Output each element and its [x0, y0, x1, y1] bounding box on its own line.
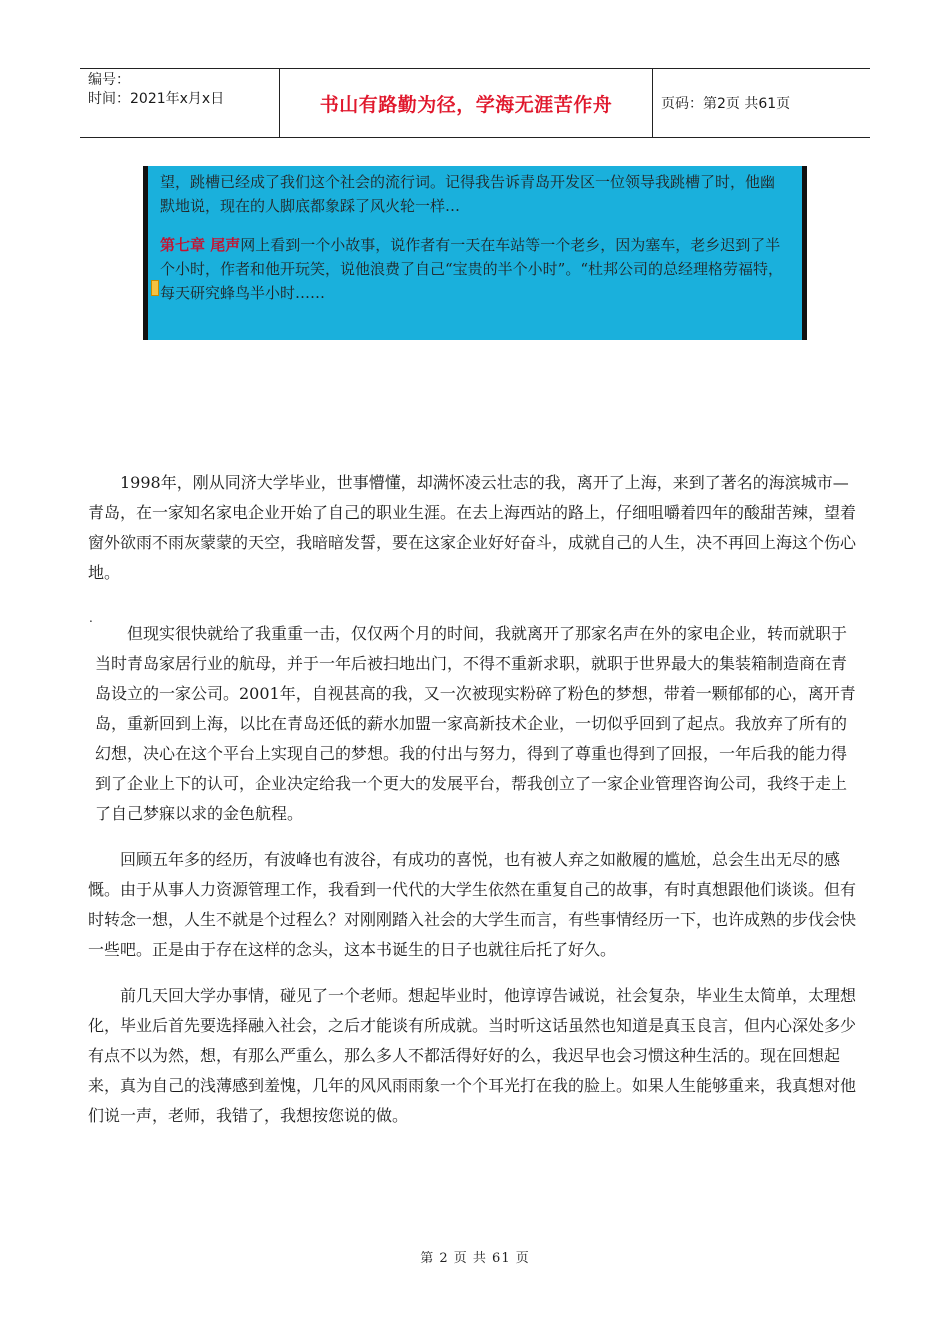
header-page-info: 页码：第2页 共61页 — [661, 96, 791, 112]
main-text — [88, 468, 856, 1131]
header-motto: 书山有路勤为径，学海无涯苦作舟 — [280, 69, 653, 137]
page-footer: 第 2 页 共 61 页 — [420, 1251, 530, 1266]
header-meta — [80, 69, 280, 137]
excerpt-paragraph-2 — [160, 233, 788, 305]
stray-dot: . — [89, 611, 93, 625]
excerpt-paragraph-1: 望，跳槽已经成了我们这个社会的流行词。记得我告诉青岛开发区一位领导我跳槽了时，他幽默地说，现在的人脚底都象踩了风火轮一样… — [160, 173, 776, 215]
bookmark-marker-icon — [151, 280, 159, 296]
body-paragraph-3: 回顾五年多的经历，有波峰也有波谷，有成功的喜悦，也有被人弃之如敝履的尴尬，总会生出无尽的感慨。由于从事人力资源管理工作，我看到一代代的大学生依然在重复自己的故事，有时真想跟他们谈谈。但有时转念一想，人生不就是个过程么？对刚刚踏入社会的大学生而言，有些事情经历一下，也许成熟的步伐会快一些吧。正是由于存在这样的念头，这本书诞生的日子也就往后托了好久。 — [88, 850, 857, 959]
body-paragraph-4: 前几天回大学办事情，碰见了一个老师。想起毕业时，他谆谆告诫说，社会复杂，毕业生太简单，太理想化，毕业后首先要选择融入社会，之后才能谈有所成就。当时听这话虽然也知道是真玉良言，但内心深处多少有点不以为然，想，有那么严重么，那么多人不都活得好好的么，我迟早也会习惯这种生活的。现在回想起来，真为自己的浅薄感到羞愧，几年的风风雨雨象一个个耳光打在我的脸上。如果人生能够重来，我真想对他们说一声，老师，我错了，我想按您说的做。 — [88, 986, 857, 1125]
page-header — [80, 68, 870, 138]
chapter-label: 第七章 尾声 — [160, 236, 241, 254]
body-paragraph-1: 1998年，刚从同济大学毕业，世事懵懂，却满怀凌云壮志的我，离开了上海，来到了著名的海滨城市—青岛，在一家知名家电企业开始了自己的职业生涯。在去上海西站的路上，仔细咀嚼着四年的酸甜苦辣，望着窗外欲雨不雨灰蒙蒙的天空，我暗暗发誓，要在这家企业好好奋斗，成就自己的人生，决不再回上海这个伤心地。 — [88, 473, 857, 582]
excerpt-paragraph-2-text: 网上看到一个小故事，说作者有一天在车站等一个老乡，因为塞车，老乡迟到了半个小时，作者和他开玩笑，说他浪费了自己“宝贵的半个小时”。“杜邦公司的总经理格劳福特，每天研究蜂鸟半小时…… — [160, 236, 784, 302]
document-number-label: 编号： — [88, 72, 130, 88]
document-date: 时间：2021年x月x日 — [88, 91, 225, 107]
excerpt-box — [143, 166, 807, 340]
body-paragraph-2: 但现实很快就给了我重重一击，仅仅两个月的时间，我就离开了那家名声在外的家电企业，转而就职于当时青岛家居行业的航母，并于一年后被扫地出门，不得不重新求职，就职于世界最大的集装箱制造商在青岛设立的一家公司。2001年，自视甚高的我，又一次被现实粉碎了粉色的梦想，带着一颗郁郁的心，离开青岛，重新回到上海，以比在青岛还低的薪水加盟一家高新技术企业，一切似乎回到了起点。我放弃了所有的幻想，决心在这个平台上实现自己的梦想。我的付出与努力，得到了尊重也得到了回报，一年后我的能力得到了企业上下的认可，企业决定给我一个更大的发展平台，帮我创立了一家企业管理咨询公司，我终于走上了自己梦寐以求的金色航程。 — [95, 624, 856, 823]
